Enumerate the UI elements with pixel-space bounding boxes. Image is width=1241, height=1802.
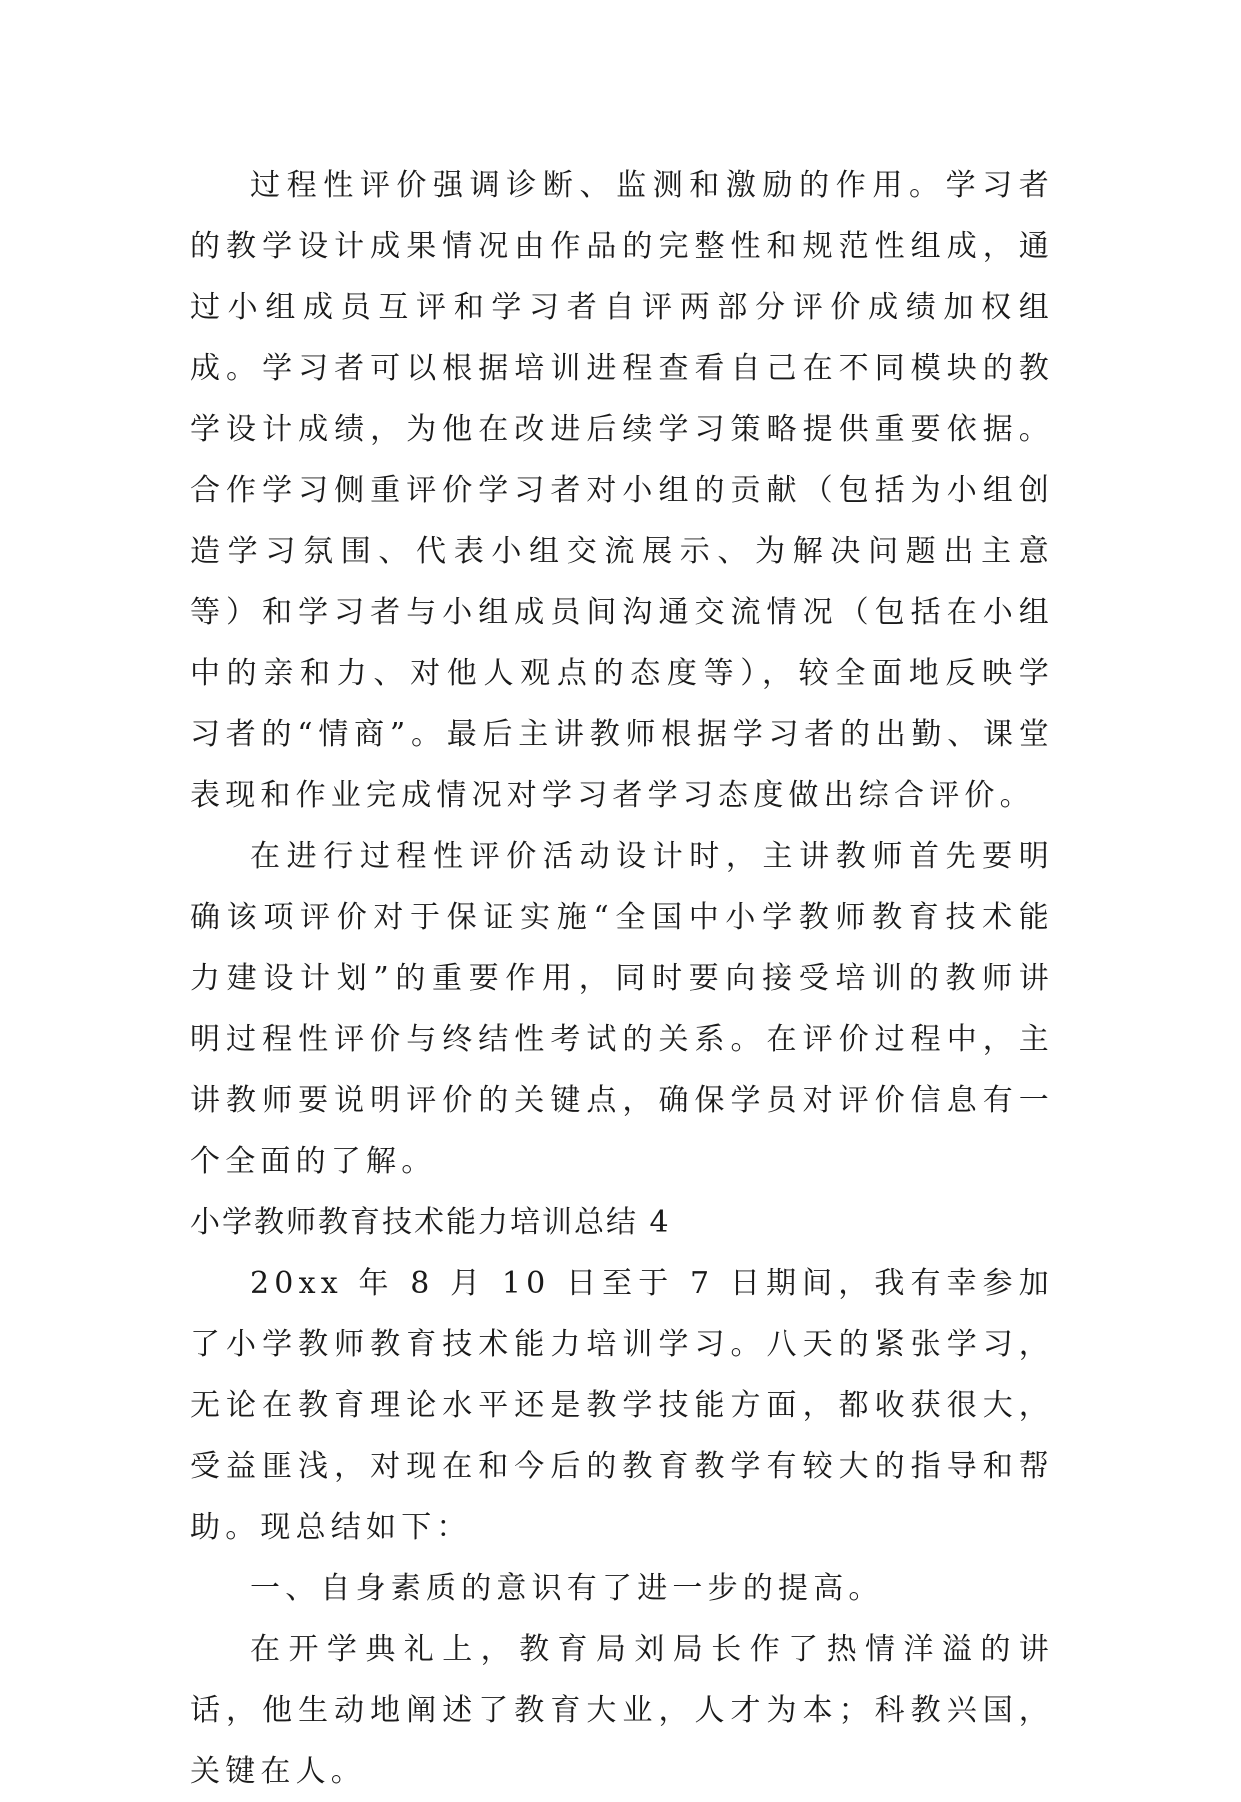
document-body [190, 155, 1054, 1802]
paragraph-training-intro: 20xx 年 8 月 10 日至于 7 日期间，我有幸参加了小学教师教育技术能力培训学习。八天的紧张学习，无论在教育理论水平还是教学技能方面，都收获很大，受益匪浅，对现在和今后的教育教学有较大的指导和帮助。现总结如下： [190, 1266, 1054, 1545]
paragraph-opening-ceremony: 在开学典礼上，教育局刘局长作了热情洋溢的讲话，他生动地阐述了教育大业，人才为本；科教兴国，关键在人。 [190, 1632, 1054, 1789]
paragraph-process-evaluation: 过程性评价强调诊断、监测和激励的作用。学习者的教学设计成果情况由作品的完整性和规范性组成，通过小组成员互评和学习者自评两部分评价成绩加权组成。学习者可以根据培训进程查看自己在不同模块的教学设计成绩，为他在改进后续学习策略提供重要依据。合作学习侧重评价学习者对小组的贡献（包括为小组创造学习氛围、代表小组交流展示、为解决问题出主意等）和学习者与小组成员间沟通交流情况（包括在小组中的亲和力、对他人观点的态度等），较全面地反映学习者的“情商”。最后主讲教师根据学习者的出勤、课堂表现和作业完成情况对学习者学习态度做出综合评价。 [190, 168, 1054, 813]
section-title: 小学教师教育技术能力培训总结 4 [190, 1205, 671, 1240]
paragraph-point-one: 一、自身素质的意识有了进一步的提高。 [250, 1571, 884, 1606]
paragraph-evaluation-design: 在进行过程性评价活动设计时，主讲教师首先要明确该项评价对于保证实施“全国中小学教师教育技术能力建设计划”的重要作用，同时要向接受培训的教师讲明过程性评价与终结性考试的关系。在评价过程中，主讲教师要说明评价的关键点，确保学员对评价信息有一个全面的了解。 [190, 839, 1054, 1179]
